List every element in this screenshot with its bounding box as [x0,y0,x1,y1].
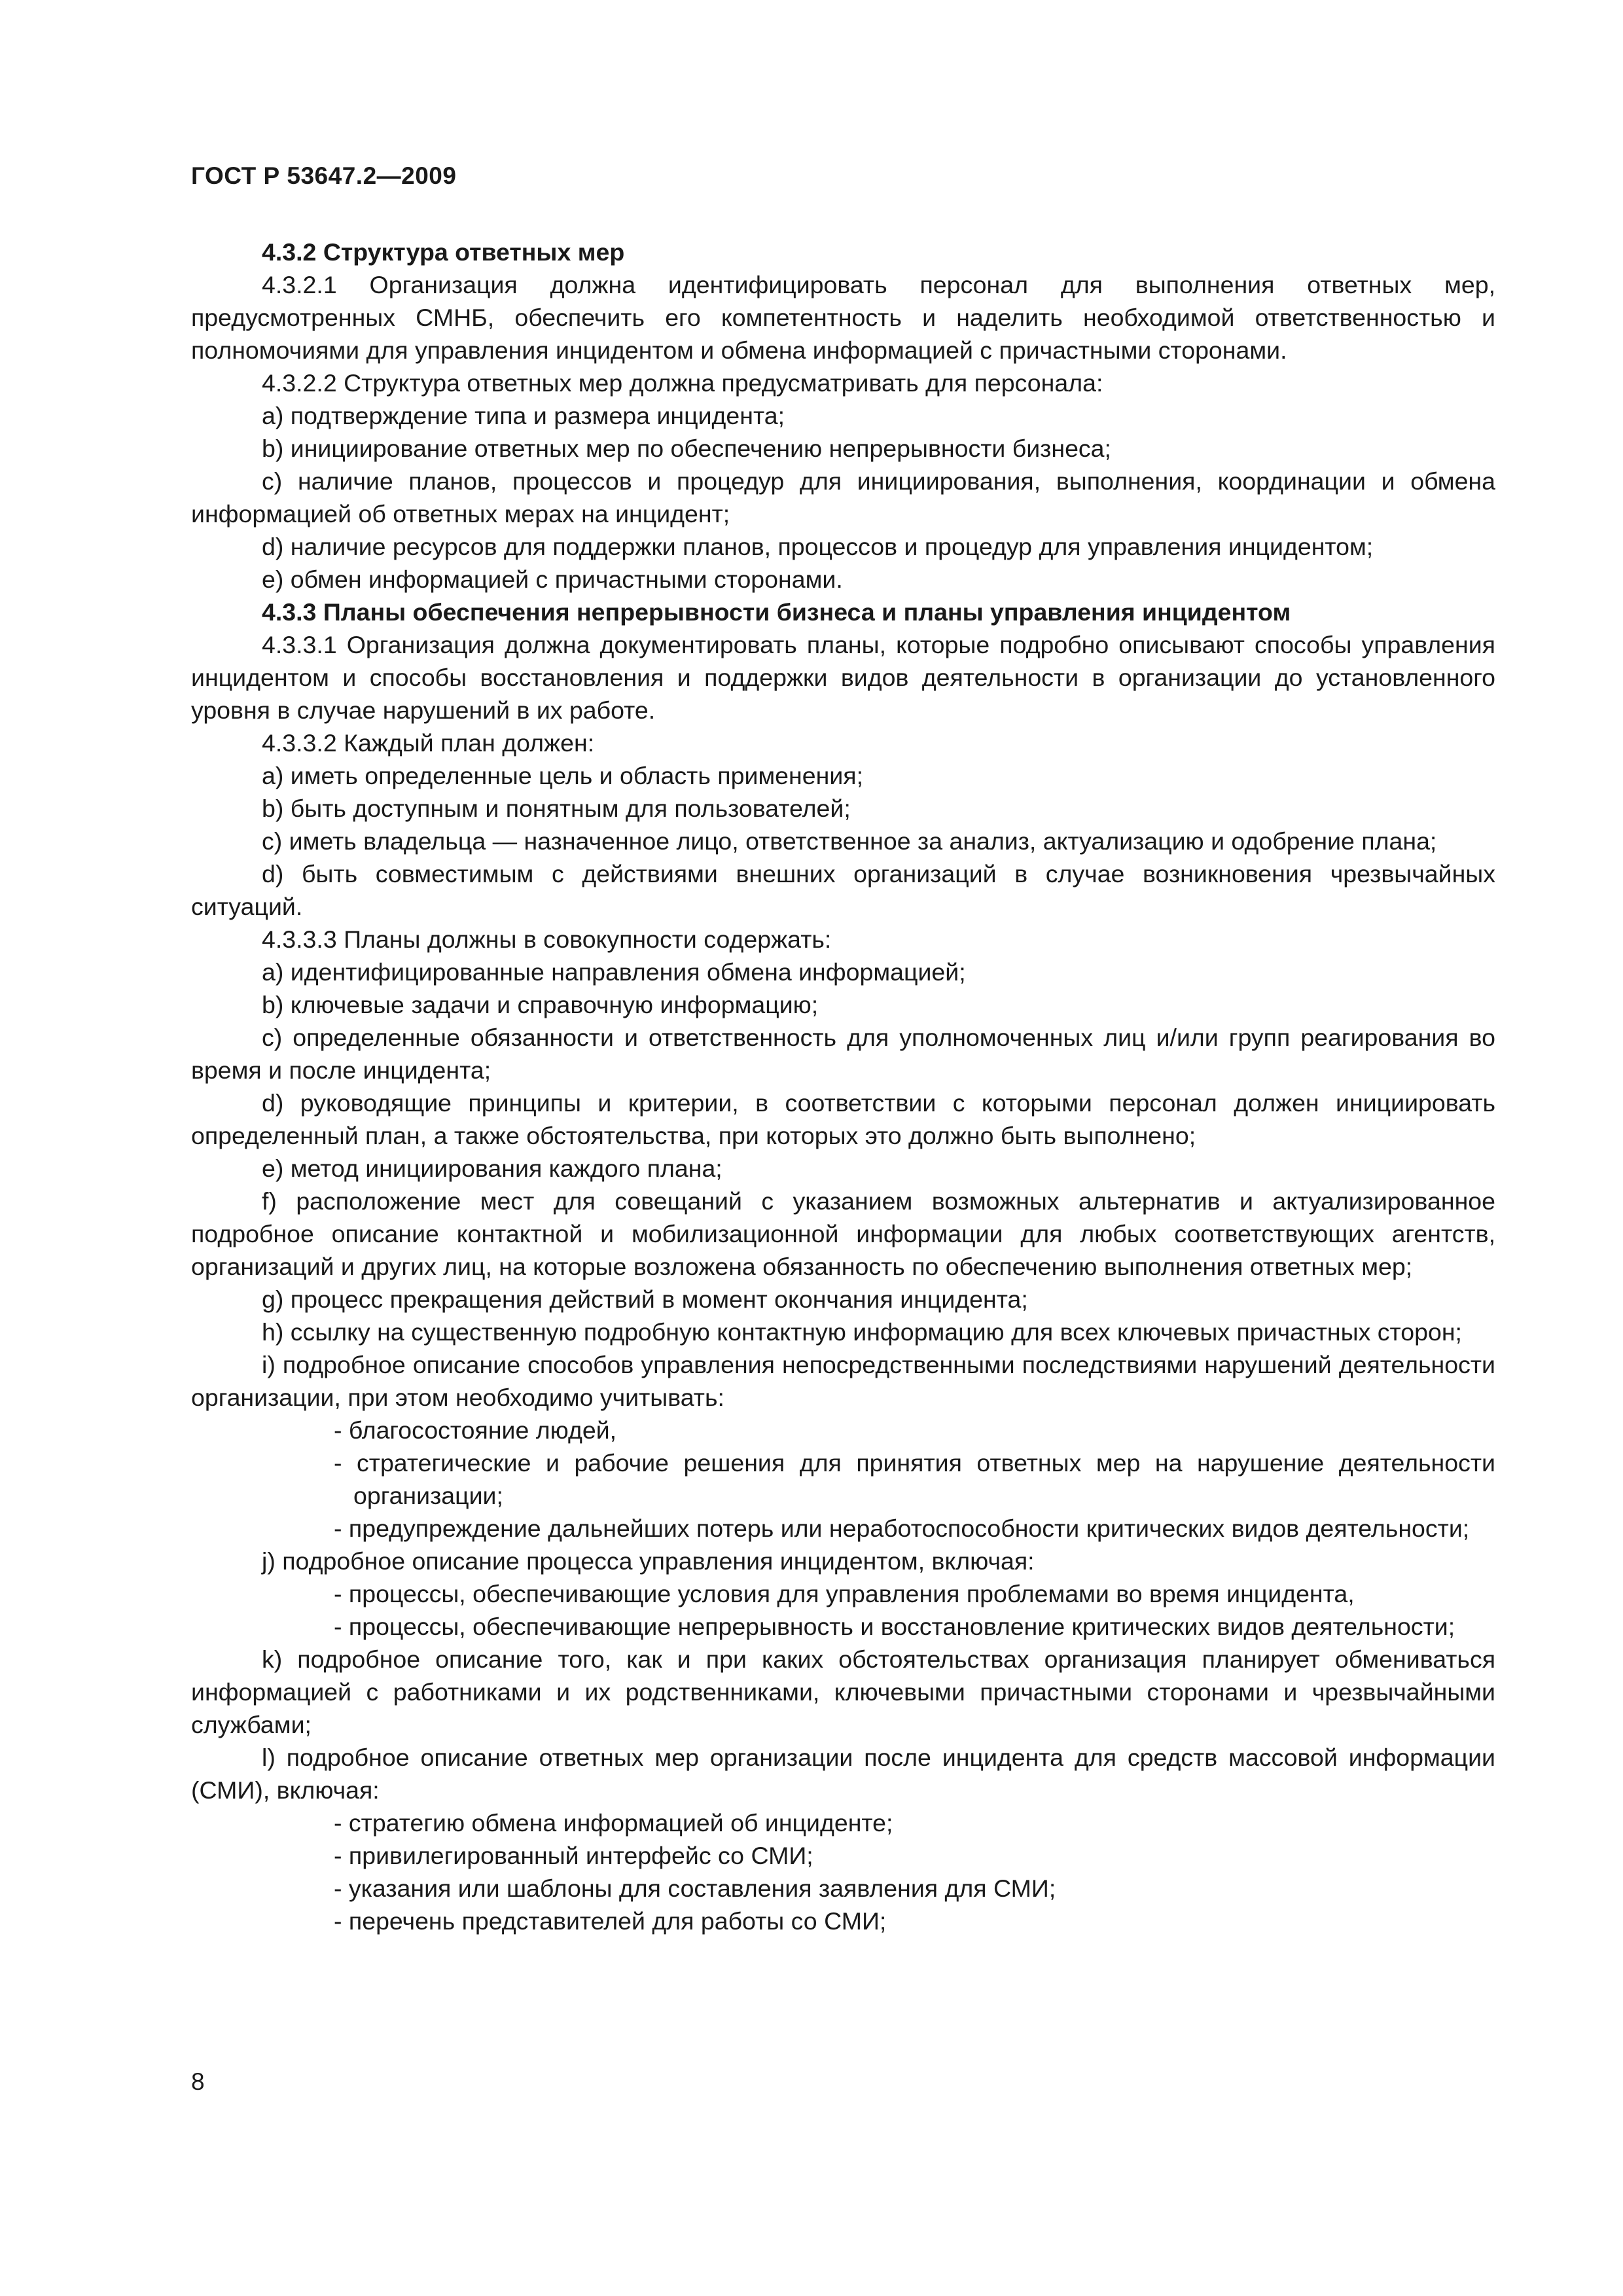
list-item: a) иметь определенные цель и область применения; [262,762,863,789]
dash-item: - стратегию обмена информацией об инциденте; [334,1809,893,1837]
page-number: 8 [191,2068,205,2095]
dash-item: - процессы, обеспечивающие условия для управления проблемами во время инцидента, [334,1580,1355,1607]
list-item: d) руководящие принципы и критерии, в соответствии с которыми персонал должен инициировать определенный план, а также обстоятельства, при которых это должно быть выполнено; [191,1089,1495,1149]
list-item: f) расположение мест для совещаний с указанием возможных альтернатив и актуализированное подробное описание контактной и мобилизационной информации для любых соответствующих агентств, организаций и других лиц, на которые возложена обязанность по обеспечению выполнения ответных мер; [191,1187,1495,1280]
list-item: g) процесс прекращения действий в момент окончания инцидента; [262,1285,1028,1313]
list-item: h) ссылку на существенную подробную контактную информацию для всех ключевых причастных сторон; [262,1318,1462,1346]
list-item: e) обмен информацией с причастными сторонами. [262,565,843,593]
paragraph: 4.3.3.3 Планы должны в совокупности содержать: [262,925,832,953]
list-item: d) наличие ресурсов для поддержки планов, процессов и процедур для управления инцидентом; [262,533,1374,560]
dash-item: - привилегированный интерфейс со СМИ; [334,1842,813,1869]
dash-item: - благосостояние людей, [334,1416,617,1444]
list-item: c) наличие планов, процессов и процедур для инициирования, выполнения, координации и обмена информацией об ответных мерах на инцидент; [191,467,1495,528]
list-item: e) метод инициирования каждого плана; [262,1155,722,1182]
dash-item: - указания или шаблоны для составления заявления для СМИ; [334,1874,1056,1902]
document-body [191,236,1495,1937]
section-heading: 4.3.3 Планы обеспечения непрерывности бизнеса и планы управления инцидентом [262,598,1291,626]
list-item: d) быть совместимым с действиями внешних организаций в случае возникновения чрезвычайных ситуаций. [191,860,1495,920]
list-item: k) подробное описание того, как и при каких обстоятельствах организация планирует обмениваться информацией с работниками и их родственниками, ключевыми причастными сторонами и чрезвычайными службами; [191,1645,1495,1738]
paragraph: 4.3.3.1 Организация должна документировать планы, которые подробно описывают способы управления инцидентом и способы восстановления и поддержки видов деятельности в организации до установленного уровня в случае нарушений в их работе. [191,631,1495,724]
dash-item: - процессы, обеспечивающие непрерывность и восстановление критических видов деятельности; [334,1613,1455,1640]
dash-item: - стратегические и рабочие решения для принятия ответных мер на нарушение деятельности организации; [334,1449,1495,1509]
list-item: l) подробное описание ответных мер организации после инцидента для средств массовой информации (СМИ), включая: [191,1744,1495,1804]
list-item: c) определенные обязанности и ответственность для уполномоченных лиц и/или групп реагирования во время и после инцидента; [191,1024,1495,1084]
list-item: i) подробное описание способов управления непосредственными последствиями нарушений деятельности организации, при этом необходимо учитывать: [191,1351,1495,1411]
list-item: b) инициирование ответных мер по обеспечению непрерывности бизнеса; [262,435,1111,462]
dash-item: - предупреждение дальнейших потерь или неработоспособности критических видов деятельности; [334,1515,1470,1542]
list-item: b) быть доступным и понятным для пользователей; [262,795,851,822]
list-item: a) подтверждение типа и размера инцидента; [262,402,785,429]
list-item: b) ключевые задачи и справочную информацию; [262,991,819,1018]
dash-item: - перечень представителей для работы со СМИ; [334,1907,887,1935]
section-heading: 4.3.2 Структура ответных мер [262,238,625,266]
document-id: ГОСТ Р 53647.2—2009 [191,162,457,189]
paragraph: 4.3.2.1 Организация должна идентифицировать персонал для выполнения ответных мер, предусмотренных СМНБ, обеспечить его компетентность и наделить необходимой ответственностью и полномочиями для управления инцидентом и обмена информацией с причастными сторонами. [191,271,1495,364]
list-item: c) иметь владельца — назначенное лицо, ответственное за анализ, актуализацию и одобрение плана; [262,827,1437,855]
list-item: a) идентифицированные направления обмена информацией; [262,958,966,986]
paragraph: 4.3.3.2 Каждый план должен: [262,729,595,757]
paragraph: 4.3.2.2 Структура ответных мер должна предусматривать для персонала: [262,369,1103,397]
list-item: j) подробное описание процесса управления инцидентом, включая: [262,1547,1035,1575]
